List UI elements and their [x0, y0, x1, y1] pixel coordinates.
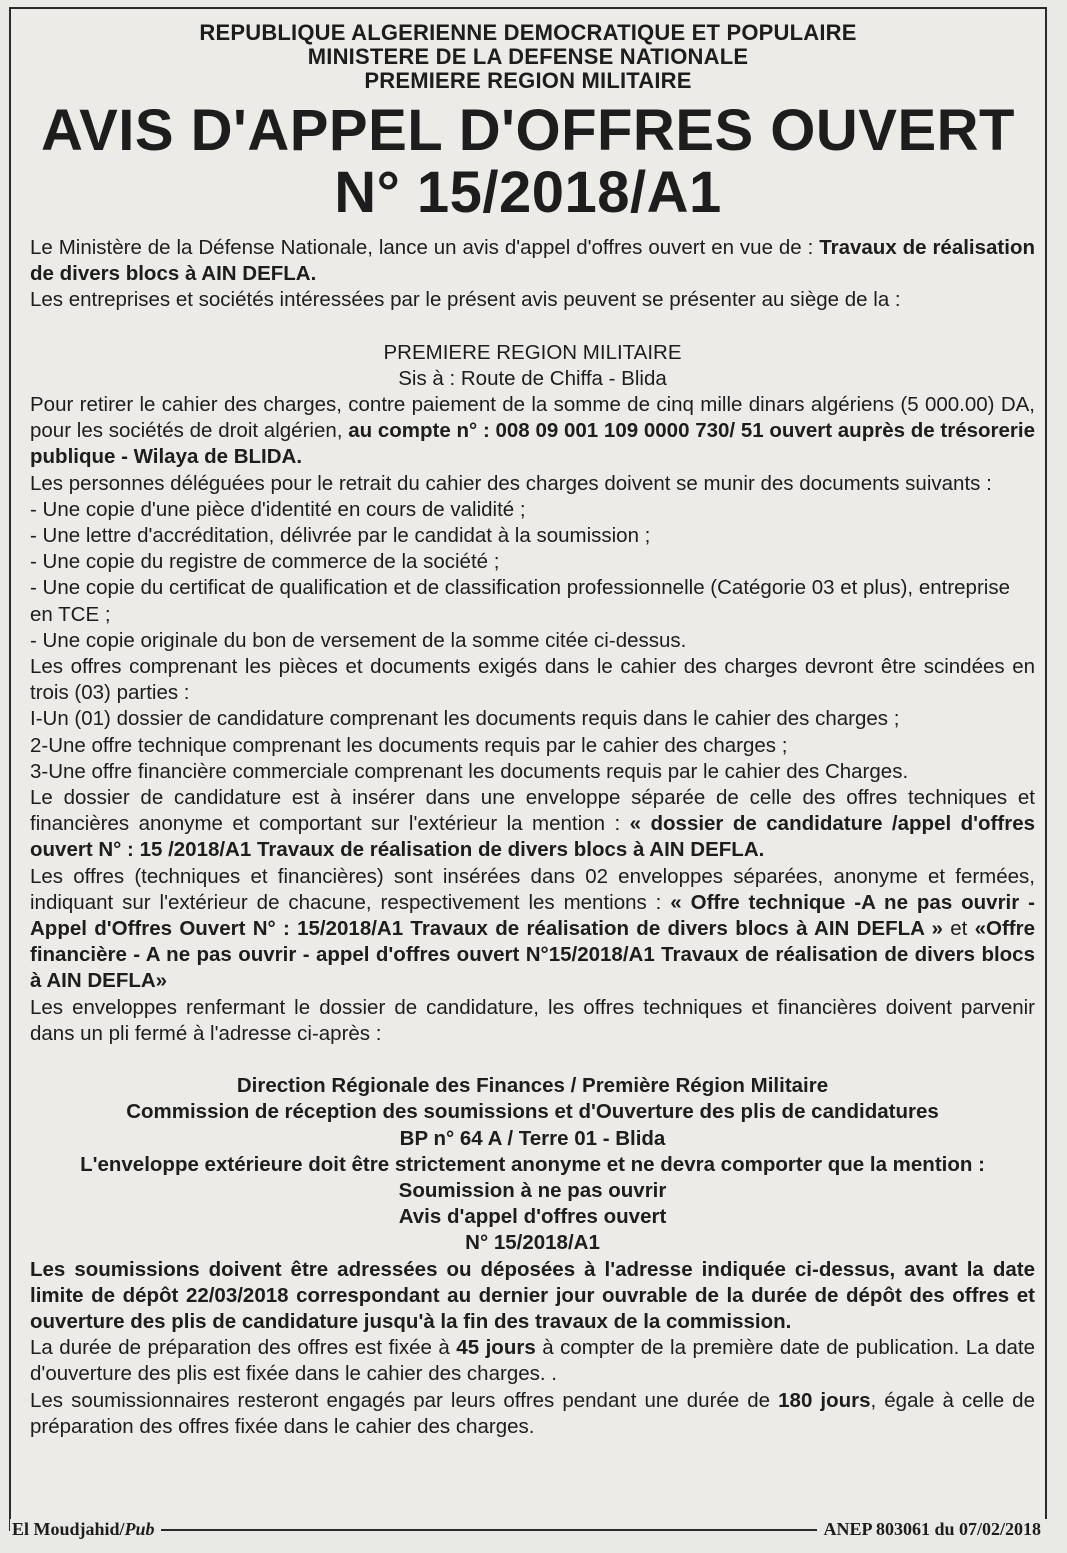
offers-paragraph	[30, 864, 1035, 995]
notice-title: AVIS D'APPEL D'OFFRES OUVERT	[40, 98, 1015, 163]
header-line-ministry: MINISTERE DE LA DEFENSE NATIONALE	[307, 44, 749, 69]
footer-source	[10, 1519, 161, 1540]
document-item: - Une copie du certificat de qualification et de classification professionnelle (Catégorie 03 et plus), entreprise en TCE ;	[30, 576, 1010, 626]
engage-text: Les soumissionnaires resteront engagés par leurs offres pendant une durée de	[30, 1388, 779, 1412]
payment-paragraph	[30, 392, 1035, 471]
document-item: - Une copie d'une pièce d'identité en cours de validité ;	[30, 497, 526, 521]
header-line-republic: REPUBLIQUE ALGERIENNE DEMOCRATIQUE ET POPULAIRE	[199, 20, 857, 45]
prep-bold: 45 jours	[456, 1336, 536, 1360]
region-name: PREMIERE REGION MILITAIRE	[383, 340, 682, 364]
footer-source-name: El Moudjahid/	[12, 1519, 125, 1539]
document-item: - Une lettre d'accréditation, délivrée par le candidat à la soumission ;	[30, 524, 651, 548]
footer-reference: ANEP 803061 du 07/02/2018	[817, 1519, 1047, 1540]
prep-text: La durée de préparation des offres est fixée à	[30, 1336, 457, 1360]
delegates-paragraph: Les personnes déléguées pour le retrait du cahier des charges doivent se munir des documents suivants :	[30, 471, 992, 495]
spacer	[30, 1047, 1035, 1073]
engage-bold: 180 jours	[778, 1388, 871, 1412]
payment-text: Pour retirer le cahier des charges, contre paiement de la somme de cinq mille dinars algériens (5 000.00) DA, pour les sociétés de droit algérien,	[30, 393, 1035, 443]
offers-bold-financial: «Offre financière - A ne pas ouvrir - appel d'offres ouvert N°15/2018/A1 Travaux de réalisation de divers blocs à AIN DEFLA»	[30, 917, 1035, 993]
address-line: Direction Régionale des Finances / Première Région Militaire	[236, 1074, 829, 1098]
part-item: 3-Une offre financière commerciale comprenant les documents requis par le cahier des Charges.	[30, 759, 909, 783]
document-item: - Une copie du registre de commerce de la société ;	[30, 550, 500, 574]
document-item: - Une copie originale du bon de versement de la somme citée ci-dessus.	[30, 628, 687, 652]
prep-post: à compter de la première date de publication. La date d'ouverture des plis est fixée dans le cahier des charges. .	[30, 1336, 1035, 1386]
address-line: N° 15/2018/A1	[465, 1231, 600, 1255]
part-item: I-Un (01) dossier de candidature comprenant les documents requis dans le cahier des charges ;	[30, 707, 900, 731]
engage-post: , égale à celle de préparation des offres fixée dans le cahier des charges.	[30, 1388, 1035, 1438]
intro-text: Le Ministère de la Défense Nationale, lance un avis d'appel d'offres ouvert en vue de :	[30, 236, 820, 259]
offers-bold-technical: « Offre technique -A ne pas ouvrir - Appel d'Offres Ouvert N° : 15/2018/A1 Travaux de réalisation de divers blocs à AIN DEFLA »	[30, 890, 1035, 941]
engagement-paragraph	[30, 1388, 1035, 1440]
preparation-paragraph	[30, 1335, 1035, 1387]
footer-pub: Pub	[124, 1519, 155, 1539]
offers-text: Les offres (techniques et financières) sont insérées dans 02 enveloppes séparées, anonyme et fermées, indiquant sur l'extérieur de chacune, respectivement les mentions :	[30, 864, 1035, 914]
notice-body	[30, 235, 1035, 1440]
address-line: BP n° 64 A / Terre 01 - Blida	[399, 1126, 666, 1150]
payment-bold: au compte n° : 008 09 001 109 0000 730/ 51 ouvert auprès de trésorerie publique - Wilaya de BLIDA.	[30, 419, 1035, 469]
dossier-text: Le dossier de candidature est à insérer dans une enveloppe séparée de celle des offres techniques et financières anonyme et comportant sur l'extérieur la mention :	[30, 786, 1035, 836]
address-line: Soumission à ne pas ouvrir	[398, 1178, 667, 1202]
spacer	[30, 314, 1035, 340]
intro-bold: Travaux de réalisation de divers blocs à AIN DEFLA.	[30, 236, 1035, 286]
region-address: Sis à : Route de Chiffa - Blida	[398, 366, 667, 390]
envelopes-paragraph: Les enveloppes renfermant le dossier de candidature, les offres techniques et financières doivent parvenir dans un pli fermé à l'adresse ci-après :	[30, 995, 1035, 1045]
header-line-region: PREMIERE REGION MILITAIRE	[364, 68, 692, 93]
notice-number: N° 15/2018/A1	[334, 160, 722, 225]
intro-paragraph	[30, 235, 1035, 287]
dossier-paragraph	[30, 785, 1035, 864]
deadline-paragraph: Les soumissions doivent être adressées ou déposées à l'adresse indiquée ci-dessus, avant la date limite de dépôt 22/03/2018 correspondant au dernier jour ouvrable de la durée de dépôt des offres et ouverture des plis de candidature jusqu'à la fin des travaux de la commission.	[30, 1257, 1035, 1333]
address-line: Avis d'appel d'offres ouvert	[398, 1205, 667, 1229]
part-item: 2-Une offre technique comprenant les documents requis par le cahier des charges ;	[30, 733, 788, 757]
notice-header	[11, 21, 1045, 93]
notice-frame	[9, 7, 1047, 1531]
dossier-bold: « dossier de candidature /appel d'offres ouvert N° : 15 /2018/A1 Travaux de réalisation de divers blocs à AIN DEFLA.	[30, 812, 1035, 862]
address-line: Commission de réception des soumissions et d'Ouverture des plis de candidatures	[126, 1100, 939, 1124]
offers-and: et	[942, 917, 975, 941]
offers-parts-paragraph: Les offres comprenant les pièces et documents exigés dans le cahier des charges devront être scindées en trois (03) parties :	[30, 655, 1035, 705]
address-line: L'enveloppe extérieure doit être strictement anonyme et ne devra comporter que la mention :	[80, 1152, 985, 1176]
presentation-paragraph: Les entreprises et sociétés intéressées par le présent avis peuvent se présenter au siège de la :	[30, 288, 901, 312]
